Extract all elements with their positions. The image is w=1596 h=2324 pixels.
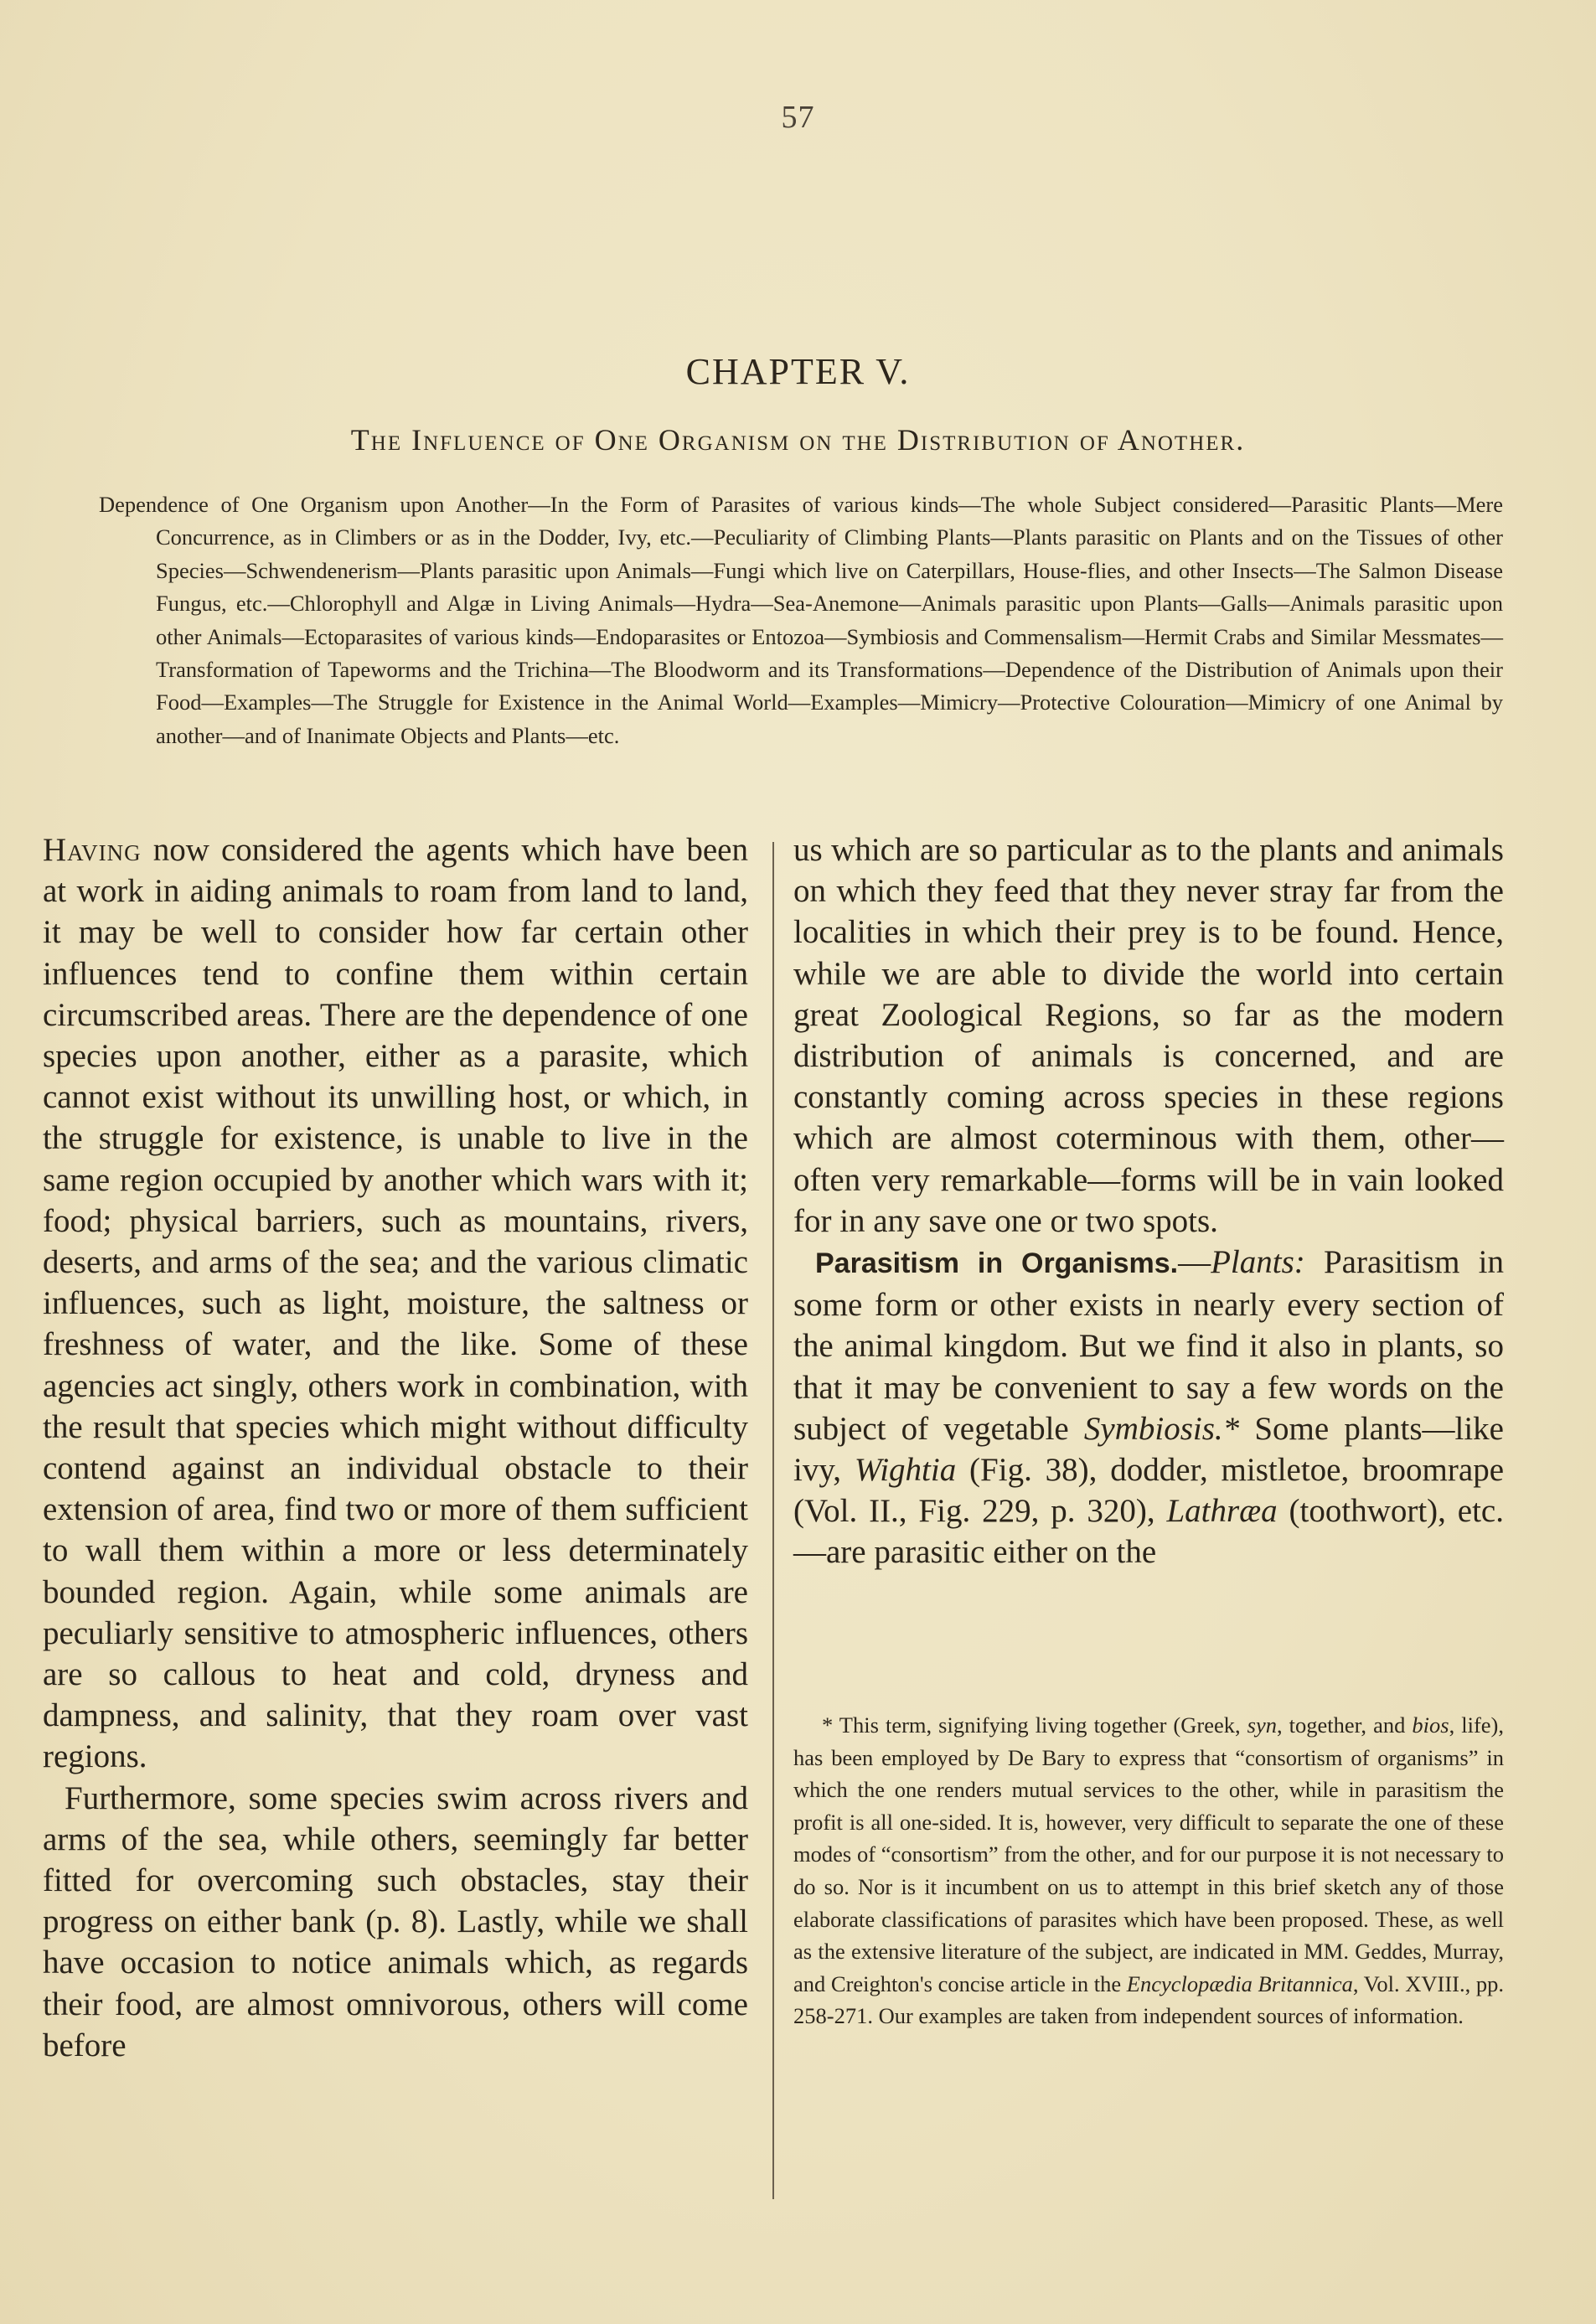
footnote-part-b: , together, and: [1276, 1712, 1413, 1738]
parasitism-text-b: Some plants—like ivy,: [793, 1410, 1504, 1489]
footnote-text: [793, 1709, 1504, 2032]
chapter-synopsis: [99, 488, 1503, 752]
chapter-title: The Influence of One Organism on the Distribution of Another.: [350, 423, 1246, 457]
left-column: [43, 829, 748, 2066]
parasitism-text-a: Parasitism in some form or other exists in nearly every section of the animal kingdom. But we find it also in plants, so that it may be convenient to say a few words on the subject of vegetable: [793, 1244, 1504, 1447]
term-symbiosis: Symbiosis.*: [1083, 1410, 1240, 1447]
footnote-greek-bios: bios: [1412, 1712, 1449, 1738]
footnote-part-d: , Vol. XVIII., pp. 258-271. Our examples are taken from independent sources of information.: [793, 1970, 1504, 2029]
column-divider: [772, 842, 774, 2199]
paragraph-furthermore-part1: Furthermore, some species swim across rivers and arms of the sea, while others, seemingly far better fitted for overcoming such obstacles, stay their progress on either bank (p. 8). Lastly, while we shall have occasion to notice animals which, as regards their food, are almost omnivorous, others will come before: [43, 1779, 748, 2063]
footnote-greek-syn: syn: [1247, 1712, 1277, 1738]
footnote: [793, 1709, 1504, 2032]
section-subheading-plants: Plants:: [1211, 1244, 1305, 1281]
paragraph-furthermore-part2: us which are so particular as to the plants and animals on which they feed that they never stray far from the localities in which their prey is to be found. Hence, while we are able to divide the world into certain great Zoological Regions, so far as the modern distribution of animals is concerned, and are constantly coming across species in these regions which are almost coterminous with them, other—often very remarkable—forms will be in vain looked for in any save one or two spots.: [793, 832, 1504, 1239]
footnote-encyclopaedia: Encyclopædia Britannica: [1126, 1970, 1353, 1996]
term-wightia: Wightia: [854, 1452, 957, 1489]
footnote-part-c: , life), has been employed by De Bary to express that “consortism of organisms” in which the one renders mutual services to the other, while in parasitism the profit is all one-sided. It is, however, very difficult to separate the one of these modes of “consortism” from the other, and for our purpose it is not necessary to do so. Nor is it incumbent on us to attempt in this brief sketch any of those elaborate classifications of parasites which have been proposed. These, as well as the extensive literature of the subject, are indicated in MM. Geddes, Murray, and Creighton's concise article in the: [793, 1712, 1504, 1996]
section-heading-parasitism: Parasitism in Organisms.: [815, 1247, 1179, 1280]
parasitism-text-c: (Fig. 38), dodder, mistletoe, broomrape (Vol. II., Fig. 229, p. 320),: [793, 1452, 1505, 1530]
paragraph-opening-text: now considered the agents which have been at work in aiding animals to roam from land to land, it may be well to consider how far certain other influences tend to confine them within certain circumscribed areas. There are the dependence of one species upon another, either as a parasite, which cannot exist without its unwilling host, or which, in the struggle for existence, is unable to live in the same region occupied by another which wars with it; food; physical barriers, such as mountains, rivers, deserts, and arms of the sea; and the various climatic influences, such as light, moisture, the saltness or freshness of water, and the like. Some of these agencies act singly, others work in combination, with the result that species which might without difficulty contend against an individual obstacle to their extension of area, find two or more of them sufficient to wall them within a more or less determinately bounded region. Again, while some animals are peculiarly sensitive to atmospheric influences, others are so callous to heat and cold, dryness and dampness, and salinity, that they roam over vast regions.: [43, 832, 748, 1775]
drop-lead-word: Having: [43, 832, 142, 868]
right-column: [793, 829, 1504, 1573]
page-number: 57: [781, 100, 815, 135]
paragraph-opening: [43, 829, 748, 1778]
parasitism-text-d: (toothwort), etc.—are parasitic either on the: [793, 1493, 1504, 1571]
synopsis-text: Dependence of One Organism upon Another—In the Form of Parasites of various kinds—The whole Subject considered—Parasitic Plants—Mere Concurrence, as in Climbers or as in the Dodder, Ivy, etc.—Peculiarity of Climbing Plants—Plants parasitic on Plants and on the Tissues of other Species—Schwendenerism—Plants parasitic upon Animals—Fungi which live on Caterpillars, House-flies, and other Insects—The Salmon Disease Fungus, etc.—Chlorophyll and Algæ in Living Animals—Hydra—Sea-Anemone—Animals parasitic upon Plants—Galls—Animals parasitic upon other Animals—Ectoparasites of various kinds—Endoparasites or Entozoa—Symbiosis and Commensalism—Hermit Crabs and Similar Messmates—Transformation of Tapeworms and the Trichina—The Bloodworm and its Transformations—Dependence of the Distribution of Animals upon their Food—Examples—The Struggle for Existence in the Animal World—Examples—Mimicry—Protective Colouration—Mimicry of one Animal by another—and of Inanimate Objects and Plants—etc.: [99, 492, 1503, 748]
footnote-part-a: * This term, signifying living together (Greek,: [822, 1712, 1247, 1738]
chapter-heading: CHAPTER V.: [685, 351, 911, 392]
paragraph-parasitism: Parasitism in Organisms.—Plants: Parasitism in some form or other exists in nearly every section of the animal kingdom. But we find it also in plants, so that it may be convenient to say a few words on the subject of vegetable Symbiosis.* Some plants—like ivy, Wightia (Fig. 38), dodder, mistletoe, broomrape (Vol. II., Fig. 229, p. 320), Lathræa (toothwort), etc.—are parasitic either on the: [793, 1244, 1505, 1571]
term-lathraea: Lathræa: [1166, 1493, 1278, 1530]
